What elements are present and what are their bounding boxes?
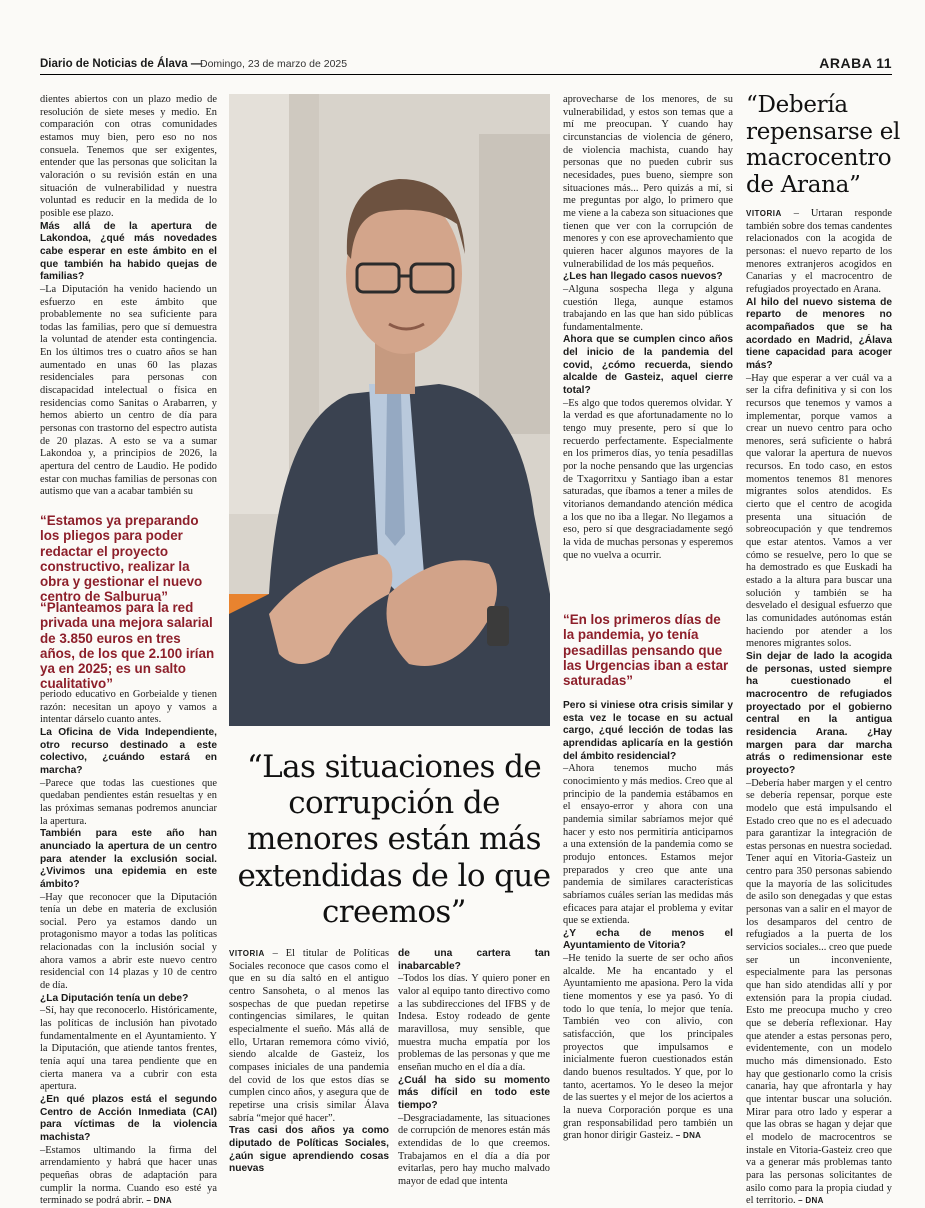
article-paragraph	[563, 398, 733, 563]
paragraph-text: Ahora que se cumplen cinco años del inicio de la pandemia del covid, ¿cómo recuerda, siendo alcalde de Gasteiz, aquel cierre total?	[563, 334, 733, 397]
pull-quote-pandemic: “En los primeros días de la pandemia, yo tenía pesadillas pensando que las Urgencias iban a estar saturadas”	[563, 612, 729, 689]
paragraph-text: Tras casi dos años ya como diputado de Políticas Sociales, ¿aún sigue aprendiendo cosas nuevas	[229, 1125, 389, 1175]
publication-name: Diario de Noticias de Álava —	[40, 58, 203, 70]
paragraph-text: –Es algo que todos queremos olvidar. Y la verdad es que afortunadamente no lo tengo muy presente, pero sí que lo recuerdo perfectamente. Especialmente en los primeros días, yo tenía pesadillas por la noche pensando que las urgencias de Txagorritxu y Santiago iban a estar saturadas, que íbamos a tener a miles de vitorianos demandando atención médica a los que no iba a llegar. No llegamos a eso, pero sí que desgraciadamente segó la vida de muchas personas y esperemos que no vuelva a ocurrir.	[563, 397, 733, 561]
paragraph-text: periodo educativo en Gorbeialde y tienen razón: necesitan un apoyo y vamos a intentar dárselo cuanto antes.	[40, 689, 217, 726]
paragraph-text: –La Diputación ha venido haciendo un esfuerzo en este ámbito que probablemente no sea suficiente para todas las familias, pero que sí demuestra la voluntad de atender esta contingencia. En los últimos tres o cuatro años se han aumentado en unas 60 las plazas residenciales para personas con discapacidad intelectual o física en residencias como Sanitas o Arabarren, y hemos abierto un centro de día para personas con trastorno del espectro autista de 20 plazas. A esto se va a sumar Lakondoa y, a principios de 2026, la apertura del centro de Laudio. He podido estar con muchas familias de personas con autismo que van a acabar también su	[40, 283, 217, 498]
paragraph-text: –Alguna sospecha llega y alguna cuestión llega, aunque estamos trabajando en las que han sido públicas fundamentalmente.	[563, 283, 733, 333]
article-paragraph	[563, 953, 733, 1143]
pull-quote-salary: “Planteamos para la red privada una mejora salarial de 3.850 euros en tres años, de los que 2.100 irían ya en 2025; es un salto cualitativo”	[40, 600, 215, 692]
paragraph-text: – El titular de Políticas Sociales reconoce que casos como el que en su día saltó en el antiguo centro Sansoheta, o al menos las sospechas de que puedan repetirse contingencias similares, le quitan especialmente el sueño. Más allá de ello, Urtaran rememora cómo vivió, siendo alcalde de Gasteiz, los compases iniciales de una pandemia del covid de los que estos días se cumplen cinco años, y asegura que de repetirse una crisis similar Álava sabría “mejor qué hacer”.	[229, 948, 389, 1124]
article-paragraph	[40, 1145, 217, 1208]
interview-question	[229, 1125, 389, 1176]
article-paragraph	[40, 689, 217, 727]
paragraph-text: –Debería haber margen y el centro se debería repensar, porque este modelo que está impulsando el Estado creo que no es el adecuado para garantizar la integración de estas personas en nuestra sociedad. Tener aquí en Vitoria-Gasteiz un centro para 350 personas sabiendo que la mayoría de las solicitudes de asilo son denegadas y que estas personas van a salir en el mayor de los desamparos del centro de refugiados a la puerta de los servicios sociales... creo que puede ser un inconveniente, especialmente para las personas que han sido atendidas allí y por extensión para la propia ciudad. Esto me preocupa mucho y creo que se debería reflexionar. Hay que atender a estas personas pero, evidentemente, con un modelo mucho más dimensionado. Esto hay que gestionarlo como la crisis canaria, hay que afrontarla y hay que intentar buscar una solución. Mirar para otro lado y esperar a que las obras se hagan y dejar que el modelo de macrocentros se instale en Vitoria-Gasteiz creo que va a generar más problemas tanto para las personas solicitantes de asilo como para la propia ciudad y el territorio.	[746, 777, 892, 1207]
pull-quote-salburua: “Estamos ya preparando los pliegos para poder redactar el proyecto constructivo, realizar la obra y gestionar el nuevo centro de Salburua”	[40, 513, 203, 605]
publication-date: Domingo, 23 de marzo de 2025	[200, 58, 348, 70]
interview-question	[563, 700, 733, 763]
paragraph-text: Al hilo del nuevo sistema de reparto de menores no acompañados que se ha acordado en Madrid, ¿Álava tiene capacidad para acoger más?	[746, 296, 892, 371]
article-paragraph	[746, 373, 892, 651]
agency-signature: – DNA	[673, 1131, 702, 1141]
paragraph-text: aprovecharse de los menores, de su vulnerabilidad, y estos son temas que a mí me preocupan. Y cuando hay circunstancias de violencia de género, de violencia machista, cuando hay personas que no pueden cubrir sus necesidades, pues bueno, siempre son situaciones más... Pero quizás a mí, si me preguntas por algo, lo primero que me viene a la cabeza son situaciones que tienen que ver con la corrupción de menores y con ese aprovechamiento que quieren hacer algunos mayores de la vulnerabilidad de los más pequeños.	[563, 94, 733, 270]
paragraph-text: – Urtaran responde también sobre dos temas candentes relacionados con la acogida de personas: el nuevo reparto de los menores extranjeros acogidos en Canarias y el macrocentro de refugiados proyectado en Arana.	[746, 208, 893, 295]
paragraph-text: –Sí, hay que reconocerlo. Históricamente, las políticas de inclusión han pivotado fundamentalmente en el Ayuntamiento. Y la Diputación, que atiende tantos frentes, tenía aquí una tarea pendiente que en cierta manera va a cubrir con esta apertura.	[40, 1005, 217, 1093]
paragraph-text: ¿Les han llegado casos nuevos?	[563, 271, 723, 283]
paragraph-text: –Hay que esperar a ver cuál va a ser la cifra definitiva y si con los recursos que tenemos y vamos a implementar, porque vamos a crear un nuevo centro para ocho menores, será suficiente o habrá que valorar la apertura de nuevos recursos. En todo caso, en estos momentos tenemos 81 menores migrantes solos atendidos. Es cierto que el centro de acogida presenta una situación de sobreocupación y que tendremos que estar atentos. Vamos a ver cómo se resuelve, pero lo que se ha demostrado es que Euskadi ha estado a la altura para buscar una solución y también se ha desvelado el desigual esfuerzo que las comunidades autónomas están haciendo por atender a los menores migrantes solos.	[746, 372, 892, 650]
interview-question	[40, 1094, 217, 1145]
paragraph-text: –Ahora tenemos mucho más conocimiento y más medios. Creo que al principio de la pandemia estábamos en el ensayo-error y ahora con una pandemia similar sabríamos mejor qué hacer y esto nos permitiría anticiparnos a una extensión de la pandemia como se produjo entonces. Estamos mejor preparados y creo que ante una pandemia de similares características sabríamos cuáles serían las medidas más eficaces para atajar el problema y evitar que se extienda.	[563, 763, 733, 927]
paragraph-text: de una cartera tan inabarcable?	[398, 948, 550, 972]
paragraph-text: ¿Y echa de menos el Ayuntamiento de Vitoria?	[563, 927, 733, 952]
article-paragraph	[563, 763, 733, 928]
interview-question	[40, 221, 217, 284]
portrait-illustration	[229, 94, 550, 726]
article-paragraph	[40, 1005, 217, 1094]
column-1-bottom	[40, 689, 217, 1208]
paragraph-text: –Desgraciadamente, las situaciones de corrupción de menores están más extendidas de lo que creemos. Trabajamos en el día a día por evitarlas, pero hay mucho malvado mayor de edad que intenta	[398, 1112, 550, 1187]
section-page-number: ARABA 11	[819, 55, 892, 71]
paragraph-text: ¿La Diputación tenía un debe?	[40, 992, 189, 1004]
column-3-lower	[563, 700, 733, 1143]
paragraph-text: –Estamos ultimando la firma del arrendamiento y habrá que hacer unas pequeñas obras de adaptación para cumplir la norma. Cuando eso esté ya terminado se podrá abrir.	[40, 1144, 217, 1207]
paragraph-text: –Parece que todas las cuestiones que quedaban pendientes están resueltas y en las próximas semanas podremos anunciar la apertura.	[40, 777, 217, 827]
article-paragraph	[563, 284, 733, 335]
article-paragraph	[40, 892, 217, 993]
interview-question	[563, 334, 733, 397]
interview-photo	[229, 94, 550, 726]
page-header	[40, 57, 892, 75]
article-paragraph	[746, 208, 892, 297]
article-paragraph	[40, 778, 217, 829]
agency-signature: – DNA	[143, 1196, 172, 1206]
interview-question	[40, 828, 217, 891]
interview-question	[40, 727, 217, 778]
interview-question	[746, 651, 892, 778]
paragraph-text: –Hay que reconocer que la Diputación tenía un debe en materia de exclusión social. Pero ya estamos dando un protagonismo mayor a todas las políticas relacionadas con la inclusión social y ahora vamos a abrir este nuevo centro residencial con 14 plazas y 10 de centro de día.	[40, 891, 217, 992]
sidebar-headline: “Debería repensarse el macrocentro de Arana”	[746, 92, 901, 198]
dateline: VITORIA	[746, 209, 782, 218]
interview-question	[398, 1075, 550, 1113]
column-4	[746, 208, 892, 1208]
main-headline: “Las situaciones de corrupción de menores están más extendidas de lo que creemos”	[237, 749, 551, 930]
article-paragraph	[563, 94, 733, 271]
column-3-bottom	[398, 948, 550, 1188]
interview-question	[746, 297, 892, 373]
column-1-top	[40, 94, 217, 499]
interview-question	[563, 928, 733, 953]
article-paragraph	[398, 1113, 550, 1189]
interview-question	[40, 993, 217, 1006]
article-paragraph	[229, 948, 389, 1125]
column-3-top	[563, 94, 733, 562]
article-paragraph	[40, 284, 217, 499]
paragraph-text: –Todos los días. Y quiero poner en valor al equipo tanto directivo como a las subdirecciones del IFBS y de Indesa. Estoy rodeado de gente maravillosa, muy sensible, que muestra mucha empatía por los problemas de las personas y que me enseñan mucho en el día a día.	[398, 973, 550, 1073]
article-paragraph	[746, 778, 892, 1208]
paragraph-text: –He tenido la suerte de ser ocho años alcalde. Me ha encantado y el Ayuntamiento me apasiona. Pero la vida tiene momentos y ese ya pasó. Yo di todo lo que tenía, lo mejor que tenía. También veo con alivio, con satisfacción, que los principales proyectos que impulsamos e inicialmente fueron cuestionados están dando buenos resultados. Y que, por lo tanto, acertamos. Yo le deseo la mejor de las suertes y el mejor de los aciertos a la nueva Corporación porque es una gran responsabilidad pero también un gran honor dirigir Gasteiz.	[563, 953, 733, 1142]
interview-question	[563, 271, 733, 284]
interview-question	[398, 948, 550, 973]
paragraph-text: dientes abiertos con un plazo medio de resolución de siete meses y medio. En comparación con otras comunidades estamos muy bien, pero eso no nos consuela. Tenemos que ser exigentes, entender que las personas que solicitan la valoración o su revisión están en una situación de vulnerabilidad y nuestra voluntad es reducir en la medida de lo posible ese plazo.	[40, 94, 217, 219]
paragraph-text: Pero si viniese otra crisis similar y esta vez le tocase en su actual cargo, ¿qué lección de todas las aprendidas aplicaría en la gestión del ámbito residencial?	[563, 700, 733, 762]
paragraph-text: ¿En qué plazos está el segundo Centro de Acción Inmediata (CAI) para víctimas de la violencia machista?	[40, 1094, 217, 1143]
column-2-bottom	[229, 948, 389, 1176]
paragraph-text: Sin dejar de lado la acogida de personas, usted siempre ha cuestionado el macrocentro de refugiados proyectado por el gobierno central en la antigua residencia Arana. ¿Hay margen para dar marcha atrás o redimensionar este proyecto?	[746, 650, 892, 776]
dateline: VITORIA	[229, 949, 265, 958]
paragraph-text: La Oficina de Vida Independiente, otro recurso destinado a este colectivo, ¿cuándo estará en marcha?	[40, 726, 217, 776]
article-paragraph	[398, 973, 550, 1074]
paragraph-text: ¿Cuál ha sido su momento más difícil en todo este tiempo?	[398, 1074, 550, 1111]
paragraph-text: También para este año han anunciado la apertura de un centro para atender la exclusión social. ¿Vivimos una epidemia en este ámbito?	[40, 828, 217, 890]
paragraph-text: Más allá de la apertura de Lakondoa, ¿qué más novedades cabe esperar en este ámbito en el que también ha habido quejas de familias?	[40, 220, 217, 283]
agency-signature: – DNA	[795, 1196, 824, 1206]
article-paragraph	[40, 94, 217, 221]
